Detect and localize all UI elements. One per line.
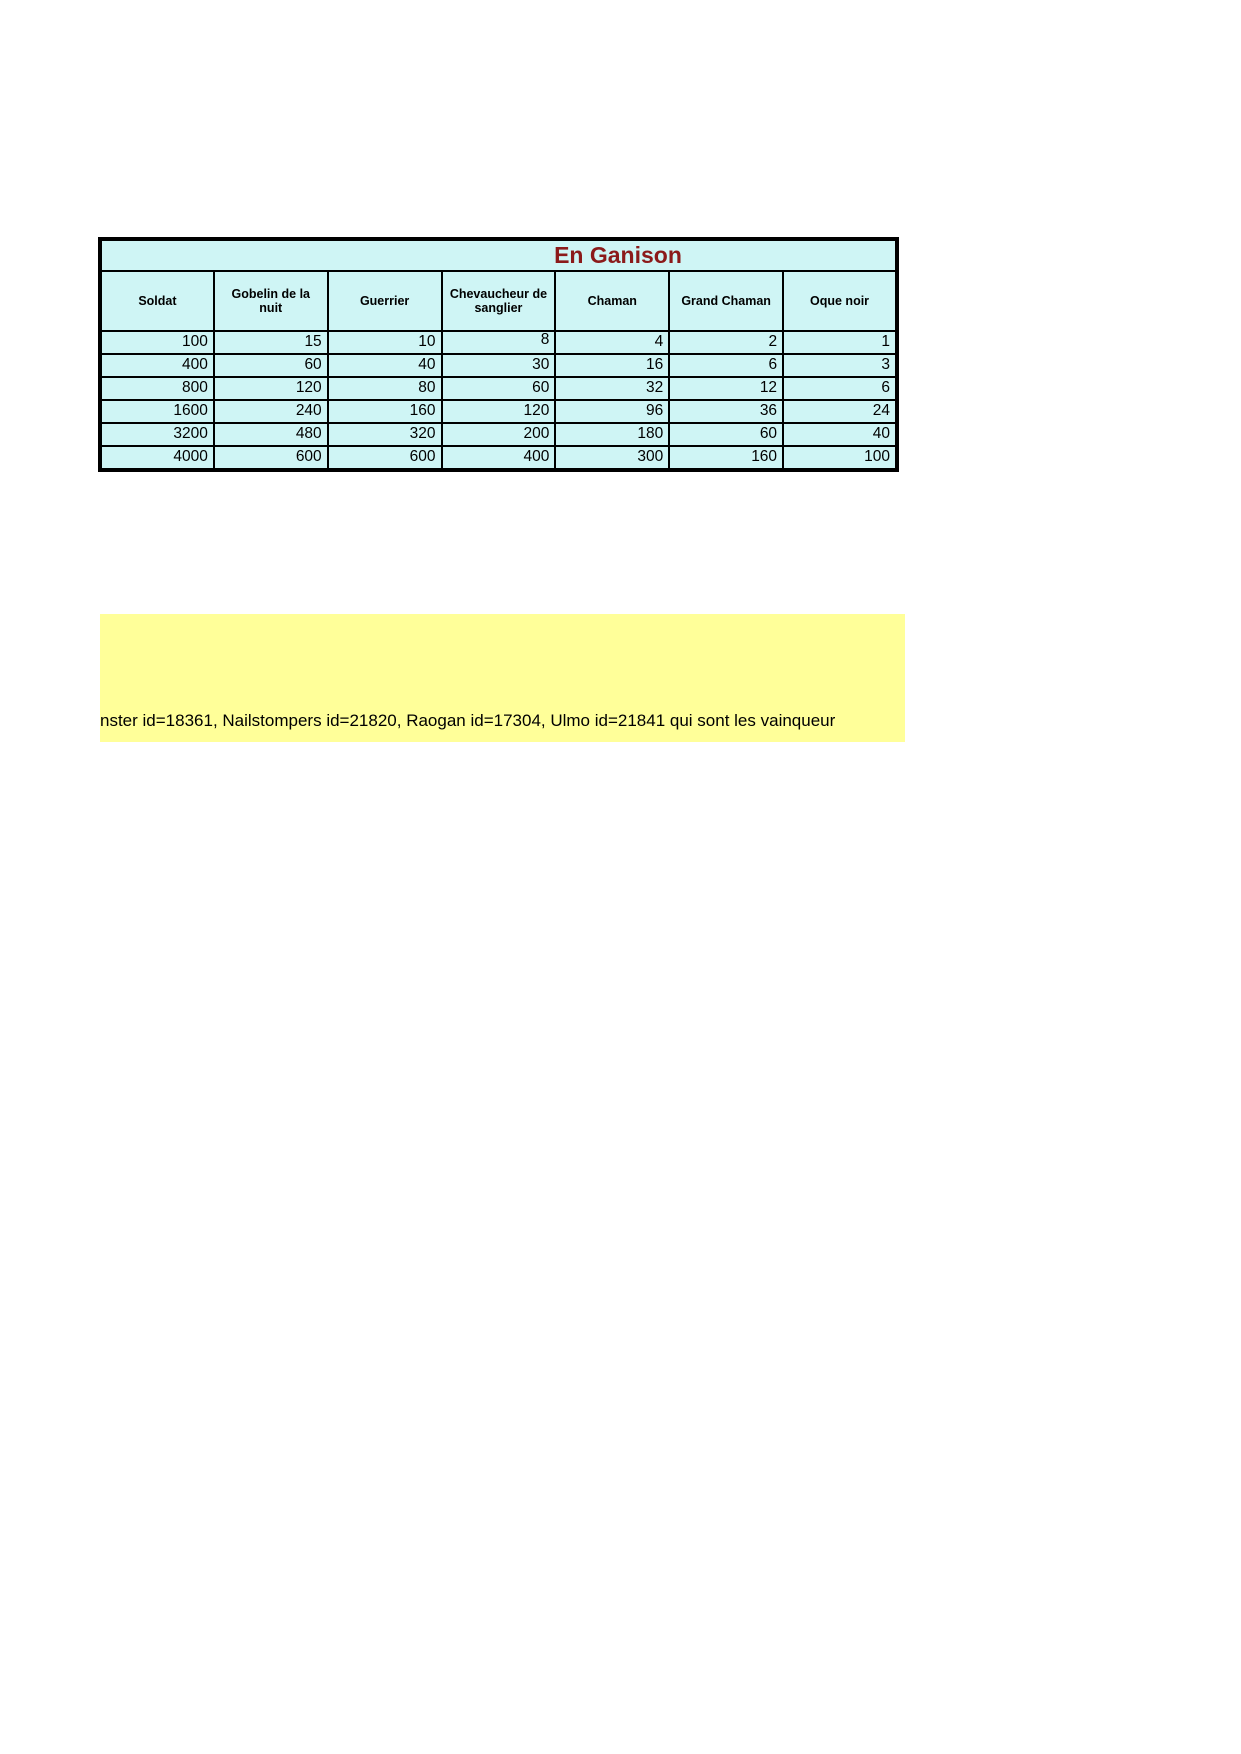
- table-cell: 1: [783, 331, 897, 354]
- table-cell: 30: [442, 354, 556, 377]
- table-cell: 12: [669, 377, 783, 400]
- note-box: [100, 614, 905, 742]
- table-cell: 24: [783, 400, 897, 423]
- table-cell: 40: [328, 354, 442, 377]
- table-cell: 160: [669, 446, 783, 470]
- column-header: Gobelin de la nuit: [214, 271, 328, 331]
- table-cell: 8: [442, 331, 556, 354]
- table-cell: 2: [669, 331, 783, 354]
- garrison-table: [98, 237, 899, 472]
- table-cell: 10: [328, 331, 442, 354]
- table-cell: 240: [214, 400, 328, 423]
- table-cell: 160: [328, 400, 442, 423]
- table-cell: 40: [783, 423, 897, 446]
- table-cell: 4: [555, 331, 669, 354]
- note-text: nster id=18361, Nailstompers id=21820, Raogan id=17304, Ulmo id=21841 qui sont les vainqueur: [100, 711, 836, 730]
- column-header: Soldat: [100, 271, 214, 331]
- table-cell: 32: [555, 377, 669, 400]
- table-cell: 6: [669, 354, 783, 377]
- table-cell: 120: [442, 400, 556, 423]
- table-row: [100, 377, 897, 400]
- table-cell: 200: [442, 423, 556, 446]
- table-cell: 3: [783, 354, 897, 377]
- table-cell: 80: [328, 377, 442, 400]
- table-title: En Ganison: [100, 239, 897, 271]
- table-cell: 60: [442, 377, 556, 400]
- title-row: [100, 239, 897, 271]
- table-cell: 100: [100, 331, 214, 354]
- table-cell: 60: [669, 423, 783, 446]
- table-cell: 180: [555, 423, 669, 446]
- table-cell: 6: [783, 377, 897, 400]
- table-cell: 600: [328, 446, 442, 470]
- table-cell: 100: [783, 446, 897, 470]
- table-cell: 96: [555, 400, 669, 423]
- table-row: [100, 423, 897, 446]
- table-cell: 4000: [100, 446, 214, 470]
- table-cell: 16: [555, 354, 669, 377]
- table-row: [100, 446, 897, 470]
- table-cell: 60: [214, 354, 328, 377]
- table-row: [100, 400, 897, 423]
- table-cell: 36: [669, 400, 783, 423]
- garrison-table-container: [98, 237, 899, 472]
- header-row: [100, 271, 897, 331]
- table-cell: 480: [214, 423, 328, 446]
- table-row: [100, 331, 897, 354]
- table-cell: 1600: [100, 400, 214, 423]
- table-cell: 600: [214, 446, 328, 470]
- table-cell: 800: [100, 377, 214, 400]
- column-header: Oque noir: [783, 271, 897, 331]
- table-row: [100, 354, 897, 377]
- table-cell: 120: [214, 377, 328, 400]
- table-body: [100, 331, 897, 470]
- table-cell: 400: [100, 354, 214, 377]
- table-cell: 400: [442, 446, 556, 470]
- table-cell: 320: [328, 423, 442, 446]
- table-cell: 300: [555, 446, 669, 470]
- column-header: Chaman: [555, 271, 669, 331]
- column-header: Guerrier: [328, 271, 442, 331]
- table-cell: 3200: [100, 423, 214, 446]
- column-header: Chevaucheur de sanglier: [442, 271, 556, 331]
- column-header: Grand Chaman: [669, 271, 783, 331]
- table-cell: 15: [214, 331, 328, 354]
